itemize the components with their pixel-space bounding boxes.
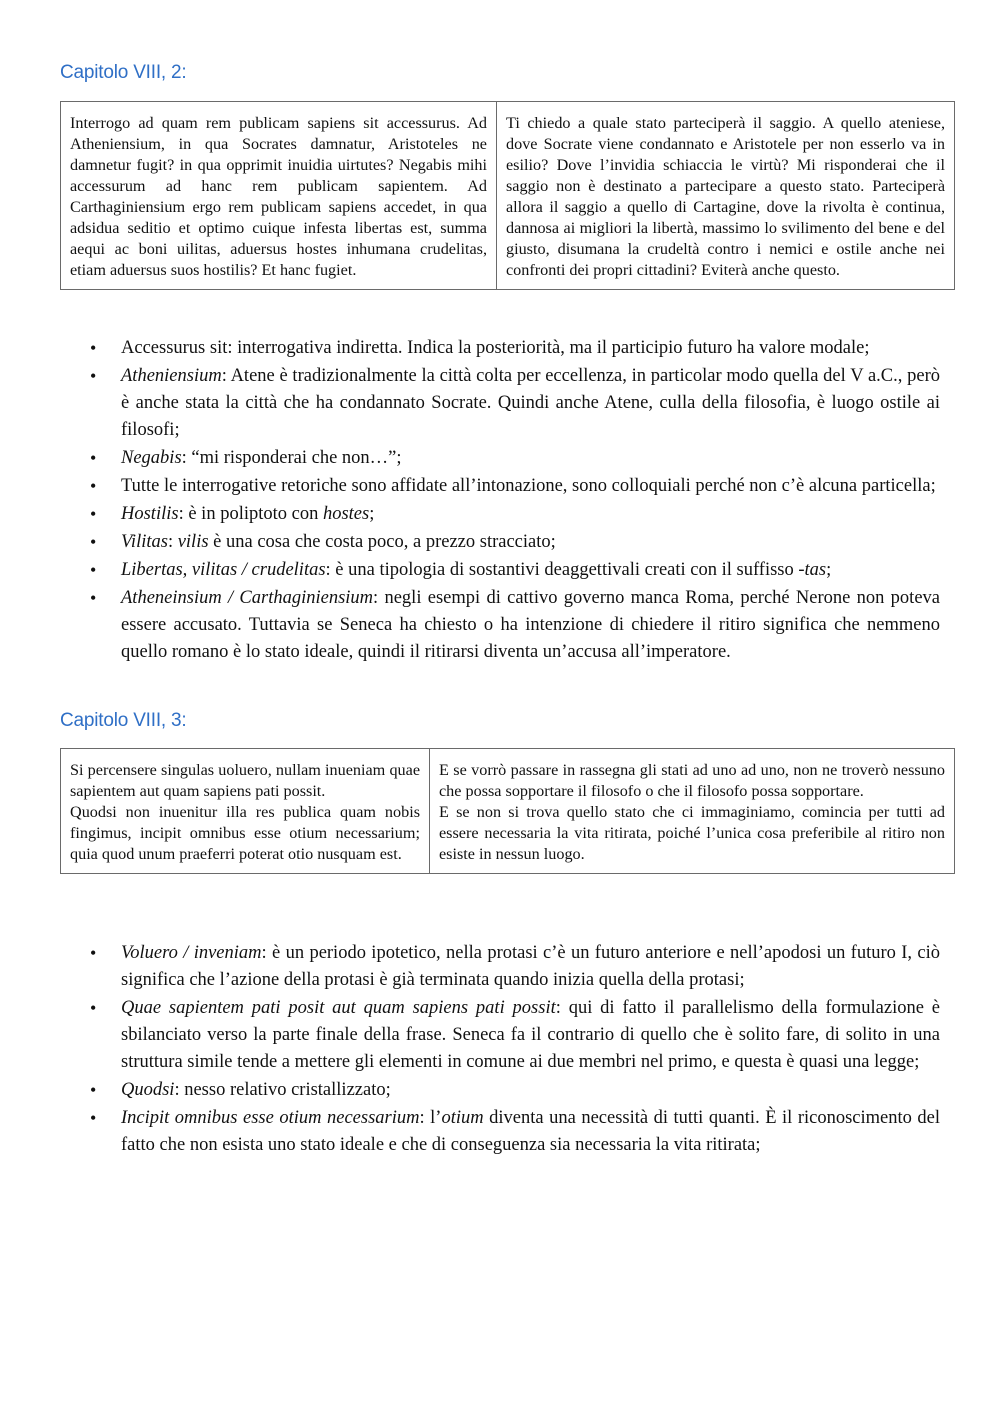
term: Negabis: [121, 448, 182, 468]
list-item: • Hostilis: è in poliptoto con hostes;: [60, 501, 940, 528]
term: Incipit omnibus esse otium necessarium: [121, 1108, 420, 1128]
latin-text: Si percensere singulas uoluero, nullam inueniam quae sapientem aut quam sapiens pati possit.: [70, 761, 420, 800]
list-item: • Accessurus sit: interrogativa indiretta. Indica la posteriorità, ma il participio futuro ha valore modale;: [60, 335, 940, 362]
list-item: • Atheniensium: Atene è tradizionalmente la città colta per eccellenza, in particolar modo quella del V a.C., però è anche stata la città che ha condannato Socrate. Quindi anche Atene, culla della filosofia, è luogo ostile ai filosofi;: [60, 363, 940, 444]
term: Libertas, vilitas / crudelitas: [121, 560, 326, 580]
section-heading-viii-3: Capitolo VIII, 3:: [60, 710, 187, 731]
list-item: • Tutte le interrogative retoriche sono affidate all’intonazione, sono colloquiali perché non c’è alcuna particella;: [60, 473, 940, 500]
notes-list-viii-2: [60, 335, 940, 667]
translation-table-viii-2: [60, 101, 955, 290]
list-item: • Atheneinsium / Carthaginiensium: negli esempi di cattivo governo manca Roma, perché Nerone non poteva essere accusato. Tuttavia se Seneca ha chiesto o ha intenzione di chiedere il ritiro significa che nemmeno quello romano è lo stato ideale, quindi il ritirarsi diventa un’accusa all’imperatore.: [60, 585, 940, 666]
list-item: • Incipit omnibus esse otium necessarium: l’otium diventa una necessità di tutti quanti. È il riconoscimento del fatto che non esista uno stato ideale e che di conseguenza sia necessaria la vita ritirata;: [60, 1105, 940, 1159]
list-item: • Vilitas: vilis è una cosa che costa poco, a prezzo stracciato;: [60, 529, 940, 556]
list-item: • Negabis: “mi risponderai che non…”;: [60, 445, 940, 472]
list-item: • Quodsi: nesso relativo cristallizzato;: [60, 1077, 940, 1104]
latin-text: Interrogo ad quam rem publicam sapiens sit accessurus. Ad Atheniensium, in qua Socrates damnatur, Aristoteles ne damnetur fugit? in qua opprimit inuidia uirtutes? Negabis mihi accessurum ad hanc rem publicam sapientem. Ad Carthaginiensium ergo rem publicam sapiens accedet, in qua adsidua seditio et optimo cuique infesta libertas est, summa aequi ac boni uilitas, aduersus hostes inhumana crudelitas, etiam aduersus suos hostilis? Et hanc fugiet.: [70, 114, 487, 279]
notes-list-viii-3: [60, 940, 940, 1160]
term: Vilitas: [121, 532, 168, 552]
latin-text-cell: [61, 102, 497, 290]
italian-translation: E se vorrò passare in rassegna gli stati ad uno ad uno, non ne troverò nessuno che possa sopportare il filosofo o che il filosofo possa sopportare.: [439, 761, 945, 800]
latin-text-cell: [61, 749, 430, 874]
italian-translation-cell: [497, 102, 955, 290]
term: Atheniensium: [121, 366, 222, 386]
list-item: • Voluero / inveniam: è un periodo ipotetico, nella protasi c’è un futuro anteriore e nell’apodosi un futuro I, ciò significa che l’azione della protasi è già terminata quando inizia quella della protasi;: [60, 940, 940, 994]
italian-translation: E se non si trova quello stato che ci immaginiamo, comincia per tutti ad essere necessaria la vita ritirata, poiché l’unica cosa preferibile al ritiro non esiste in nessun luogo.: [439, 803, 945, 863]
table-row: [61, 749, 955, 874]
translation-table-viii-3: [60, 748, 955, 874]
table-row: [61, 102, 955, 290]
list-item: • Libertas, vilitas / crudelitas: è una tipologia di sostantivi deaggettivali creati con il suffisso -tas;: [60, 557, 940, 584]
latin-text: Quodsi non inuenitur illa res publica quam nobis fingimus, incipit omnibus esse otium necessarium; quia quod unum praeferri poterat otio nusquam est.: [70, 803, 420, 863]
section-heading-viii-2: Capitolo VIII, 2:: [60, 62, 187, 83]
italian-translation-cell: [430, 749, 955, 874]
term: Atheneinsium / Carthaginiensium: [121, 588, 374, 608]
term: Hostilis: [121, 504, 179, 524]
italian-translation: Ti chiedo a quale stato parteciperà il saggio. A quello ateniese, dove Socrate viene condannato e Aristotele per non esserlo va in esilio? Dove l’invidia schiaccia le virtù? Mi risponderai che il saggio non è destinato a partecipare a questo stato. Parteciperà allora il saggio a quello di Cartagine, dove la rivolta è continua, dannosa ai migliori la libertà, massimo lo svilimento del bene e del giusto, disumana la crudeltà contro i nemici e ostile anche nei confronti dei propri cittadini? Eviterà anche questo.: [506, 114, 945, 279]
term: Quae sapientem pati posit aut quam sapiens pati possit: [121, 998, 556, 1018]
term: Quodsi: [121, 1080, 175, 1100]
term: Voluero / inveniam: [121, 943, 262, 963]
list-item: • Quae sapientem pati posit aut quam sapiens pati possit: qui di fatto il parallelismo della formulazione è sbilanciato verso la parte finale della frase. Seneca fa il contrario di quello che è solito fare, di solito in una struttura simile tende a mettere gli elementi in comune ai due membri nel primo, e questa è quasi una legge;: [60, 995, 940, 1076]
